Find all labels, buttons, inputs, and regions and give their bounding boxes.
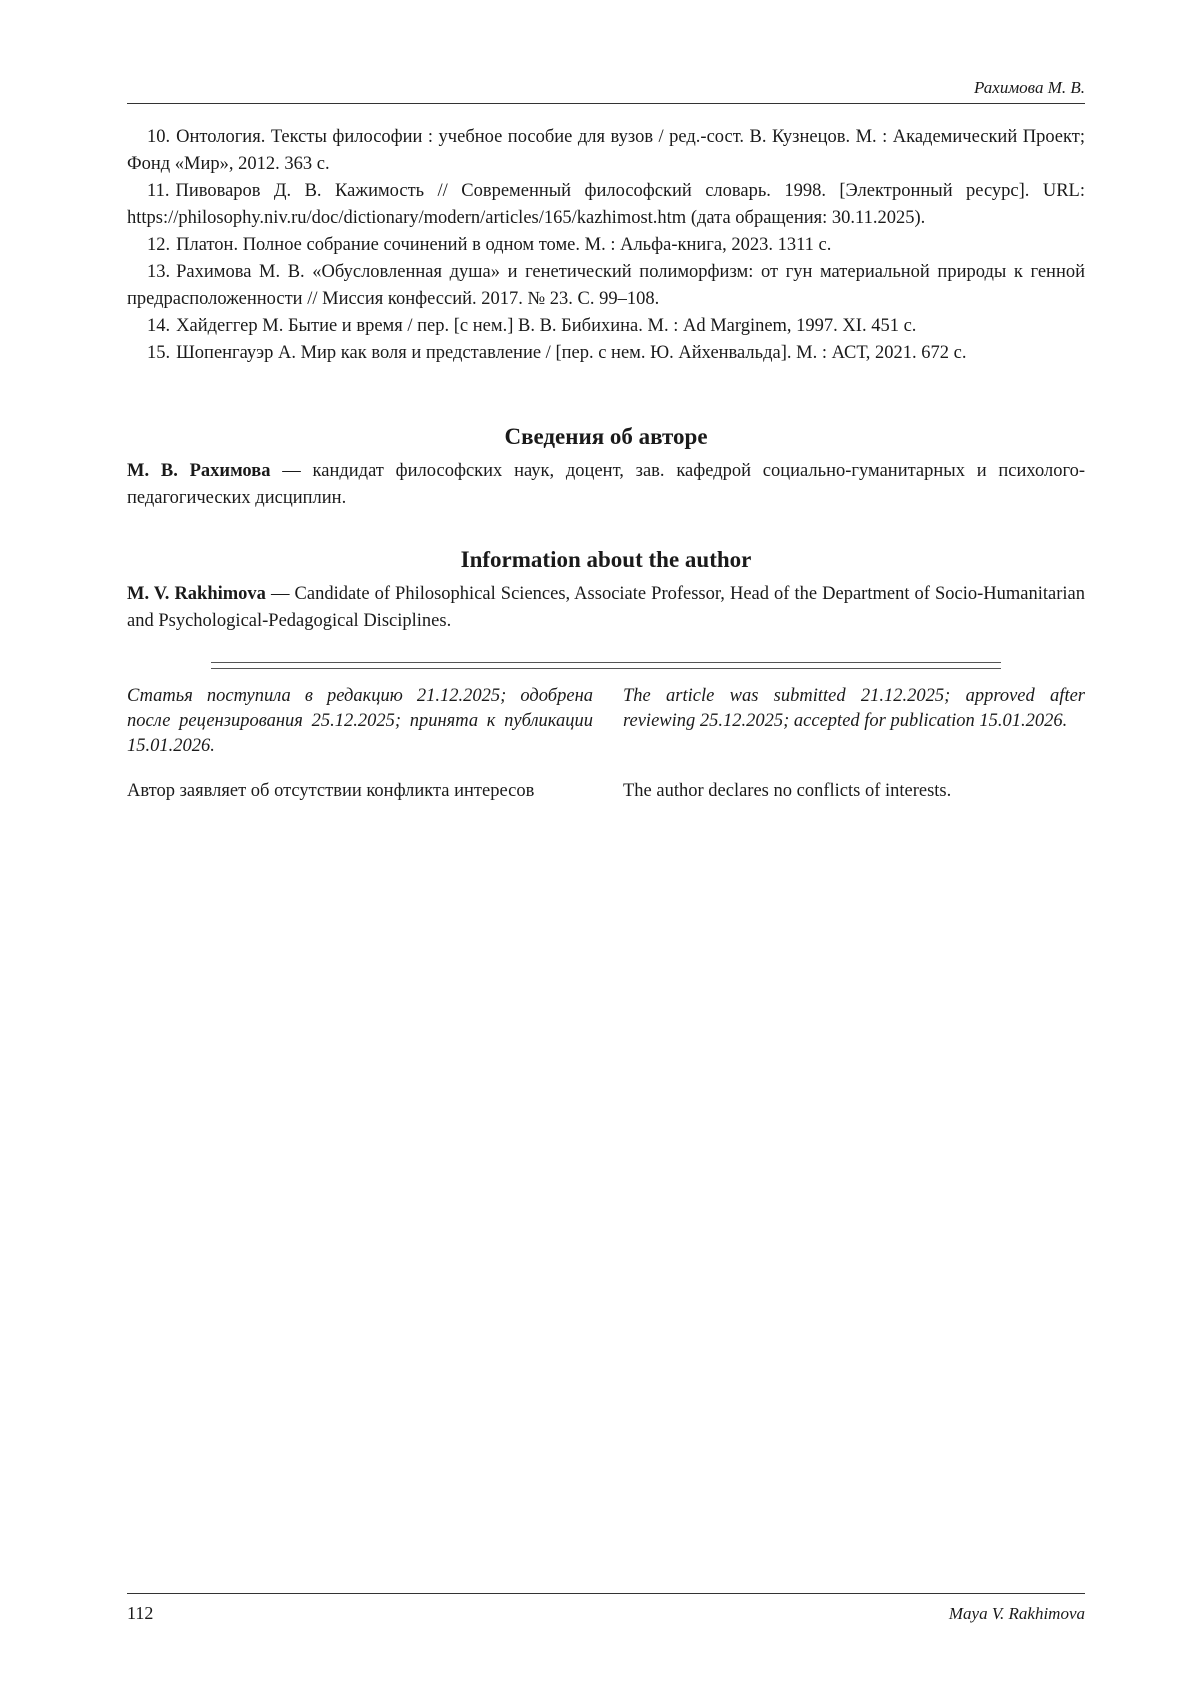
header-rule — [127, 103, 1085, 104]
footer-rule — [127, 1593, 1085, 1594]
article-dates-en: The article was submitted 21.12.2025; approved after reviewing 25.12.2025; accepted for publication 15.01.2026. — [623, 686, 1085, 731]
reference-number: 12. — [147, 235, 171, 255]
reference-item — [127, 340, 1085, 367]
author-description-ru: — кандидат философских наук, доцент, зав. кафедрой социально-гуманитарных и психолого-педагогических дисциплин. — [127, 461, 1085, 508]
reference-text: Пивоваров Д. В. Кажимость // Современный философский словарь. 1998. [Электронный ресурс]. URL: https://philosophy.niv.ru/doc/dictionary/modern/articles/165/kazhimost.htm (дата обращения: 30.11.2025). — [127, 181, 1085, 228]
author-description-en: — Candidate of Philosophical Sciences, Associate Professor, Head of the Department of Socio-Humanitarian and Psychological-Pedagogical Disciplines. — [127, 584, 1085, 631]
reference-number: 11. — [147, 181, 170, 201]
reference-item — [127, 313, 1085, 340]
author-info-ru — [127, 458, 1085, 512]
footer-author: Maya V. Rakhimova — [948, 1604, 1085, 1623]
author-info-heading-en: Information about the author — [460, 547, 752, 572]
reference-text: Онтология. Тексты философии : учебное пособие для вузов / ред.-сост. В. Кузнецов. М. : Академический Проект; Фонд «Мир», 2012. 363 с. — [127, 127, 1085, 174]
section-divider — [211, 662, 1001, 669]
page-number: 112 — [127, 1603, 154, 1623]
reference-text: Платон. Полное собрание сочинений в одном томе. М. : Альфа-книга, 2023. 1311 с. — [176, 235, 832, 255]
running-header: Рахимова М. В. — [974, 78, 1085, 97]
reference-text: Шопенгауэр А. Мир как воля и представление / [пер. с нем. Ю. Айхенвальда]. М. : АСТ, 2021. 672 с. — [176, 343, 967, 363]
journal-page — [127, 0, 1085, 1697]
article-dates-ru: Статья поступила в редакцию 21.12.2025; одобрена после рецензирования 25.12.2025; принята к публикации 15.01.2026. — [127, 686, 593, 756]
conflict-statement-ru: Автор заявляет об отсутствии конфликта интересов — [127, 781, 535, 801]
reference-item — [127, 124, 1085, 178]
author-info-heading-ru: Сведения об авторе — [504, 424, 708, 449]
conflict-statement-en: The author declares no conflicts of interests. — [623, 781, 952, 801]
author-name-en: M. V. Rakhimova — [127, 584, 266, 604]
reference-item — [127, 232, 1085, 259]
reference-number: 10. — [147, 127, 171, 147]
reference-text: Хайдеггер М. Бытие и время / пер. [с нем.] В. В. Бибихина. М. : Ad Marginem, 1997. XI. 451 с. — [176, 316, 917, 336]
reference-list — [127, 124, 1085, 367]
reference-item — [127, 178, 1085, 232]
author-name-ru: М. В. Рахимова — [127, 461, 271, 481]
reference-number: 14. — [147, 316, 171, 336]
reference-text: Рахимова М. В. «Обусловленная душа» и генетический полиморфизм: от гун материальной природы к генной предрасположенности // Миссия конфессий. 2017. № 23. С. 99–108. — [127, 262, 1085, 309]
reference-number: 13. — [147, 262, 171, 282]
reference-number: 15. — [147, 343, 171, 363]
author-info-en — [127, 581, 1085, 635]
reference-item — [127, 259, 1085, 313]
